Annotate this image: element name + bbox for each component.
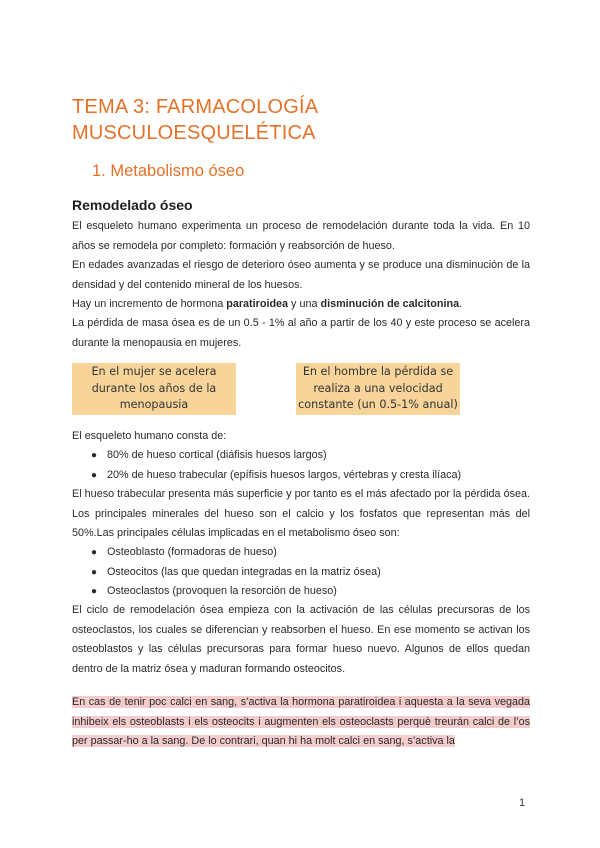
list-item-text: Osteoclastos (provoquen la resorción de hueso) xyxy=(107,585,337,597)
paragraph-hormones xyxy=(72,295,530,315)
list-item-text: Osteocitos (las que quedan integradas en la matriz ósea) xyxy=(107,565,381,578)
cells-list xyxy=(72,543,530,602)
paragraph-remodelation: El esqueleto humano experimenta un proceso de remodelación durante toda la vida. En 10 años se remodela por completo: formación y reabsorción de hueso. xyxy=(72,220,530,252)
list-item xyxy=(72,543,530,563)
paragraph-bone-loss: La pérdida de masa ósea es de un 0.5 - 1% al año a partir de los 40 y este proceso se acelera durante la menopausia en mujeres. xyxy=(72,317,530,349)
section-heading: 1. Metabolismo óseo xyxy=(92,162,245,180)
bold-term-paratiroidea: paratiroidea xyxy=(226,298,289,310)
list-item xyxy=(72,582,530,602)
bold-term-calcitonina: disminución de calcitonina xyxy=(320,298,460,310)
list-item xyxy=(72,446,530,466)
paragraph-aging: En edades avanzadas el riesgo de deterioro óseo aumenta y se produce una disminución de la densidad y del contenido mineral de los huesos. xyxy=(72,259,530,291)
highlighted-text: En cas de tenir poc calci en sang, s’activa la hormona paratiroidea i aquesta a la seva vegada inhibeix els osteoblasts i els osteocits i augmenten els osteoclasts perquè treurán calci de l’os per passar-ho a la sang. De lo contrari, quan hi ha molt calci en sang, s’activa la xyxy=(72,696,530,747)
list-item xyxy=(72,466,530,486)
subsection-heading: Remodelado óseo xyxy=(72,197,193,213)
text-span: Hay un incremento de hormona xyxy=(72,298,227,310)
list-item-text: Osteoblasto (formadoras de hueso) xyxy=(107,546,277,558)
list-item-text: 20% de hueso trabecular (epífisis huesos largos, vértebras y cresta ilíaca) xyxy=(107,468,462,481)
paragraph-skeleton-composition: El esqueleto humano consta de: xyxy=(72,430,227,442)
paragraph-remodel-cycle: El ciclo de remodelación ósea empieza con la activación de las células precursoras de los osteoclastos, los cuales se diferencian y reabsorben el hueso. En ese momento se activan los osteoblastos y las células precursoras para formar hueso nuevo. Algunos de ellos quedan dentro de la matriz ósea y maduran formando osteocitos. xyxy=(72,604,530,675)
callout-boxes xyxy=(72,363,530,415)
callout-men: En el hombre la pérdida se realiza a una velocidad constante (un 0.5-1% anual) xyxy=(296,363,460,415)
bullet-icon: ● xyxy=(91,469,98,481)
bullet-icon: ● xyxy=(91,586,98,597)
callout-women: En el mujer se acelera durante los años de la menopausia xyxy=(72,363,236,415)
text-span: . xyxy=(459,298,463,310)
list-item xyxy=(72,563,530,583)
list-item-text: 80% de hueso cortical (diáfisis huesos largos) xyxy=(107,449,327,461)
text-span: y una xyxy=(288,298,321,310)
title-line-1: TEMA 3: FARMACOLOGÍA xyxy=(72,96,319,118)
bullet-icon: ● xyxy=(91,566,98,578)
paragraph-trabecular: El hueso trabecular presenta más superficie y por tanto es el más afectado por la pérdida ósea. Los principales minerales del hueso son el calcio y los fosfatos que representan más del 50%.Las principales células implicadas en el metabolismo óseo son: xyxy=(72,488,530,539)
bullet-icon: ● xyxy=(91,450,98,461)
title-line-2: MUSCULOESQUELÉTICA xyxy=(72,122,316,144)
bullet-icon: ● xyxy=(91,547,98,558)
page-number: 1 xyxy=(519,797,526,809)
composition-list xyxy=(72,446,530,485)
document-title xyxy=(72,94,532,146)
paragraph-catalan-highlight xyxy=(72,693,530,752)
